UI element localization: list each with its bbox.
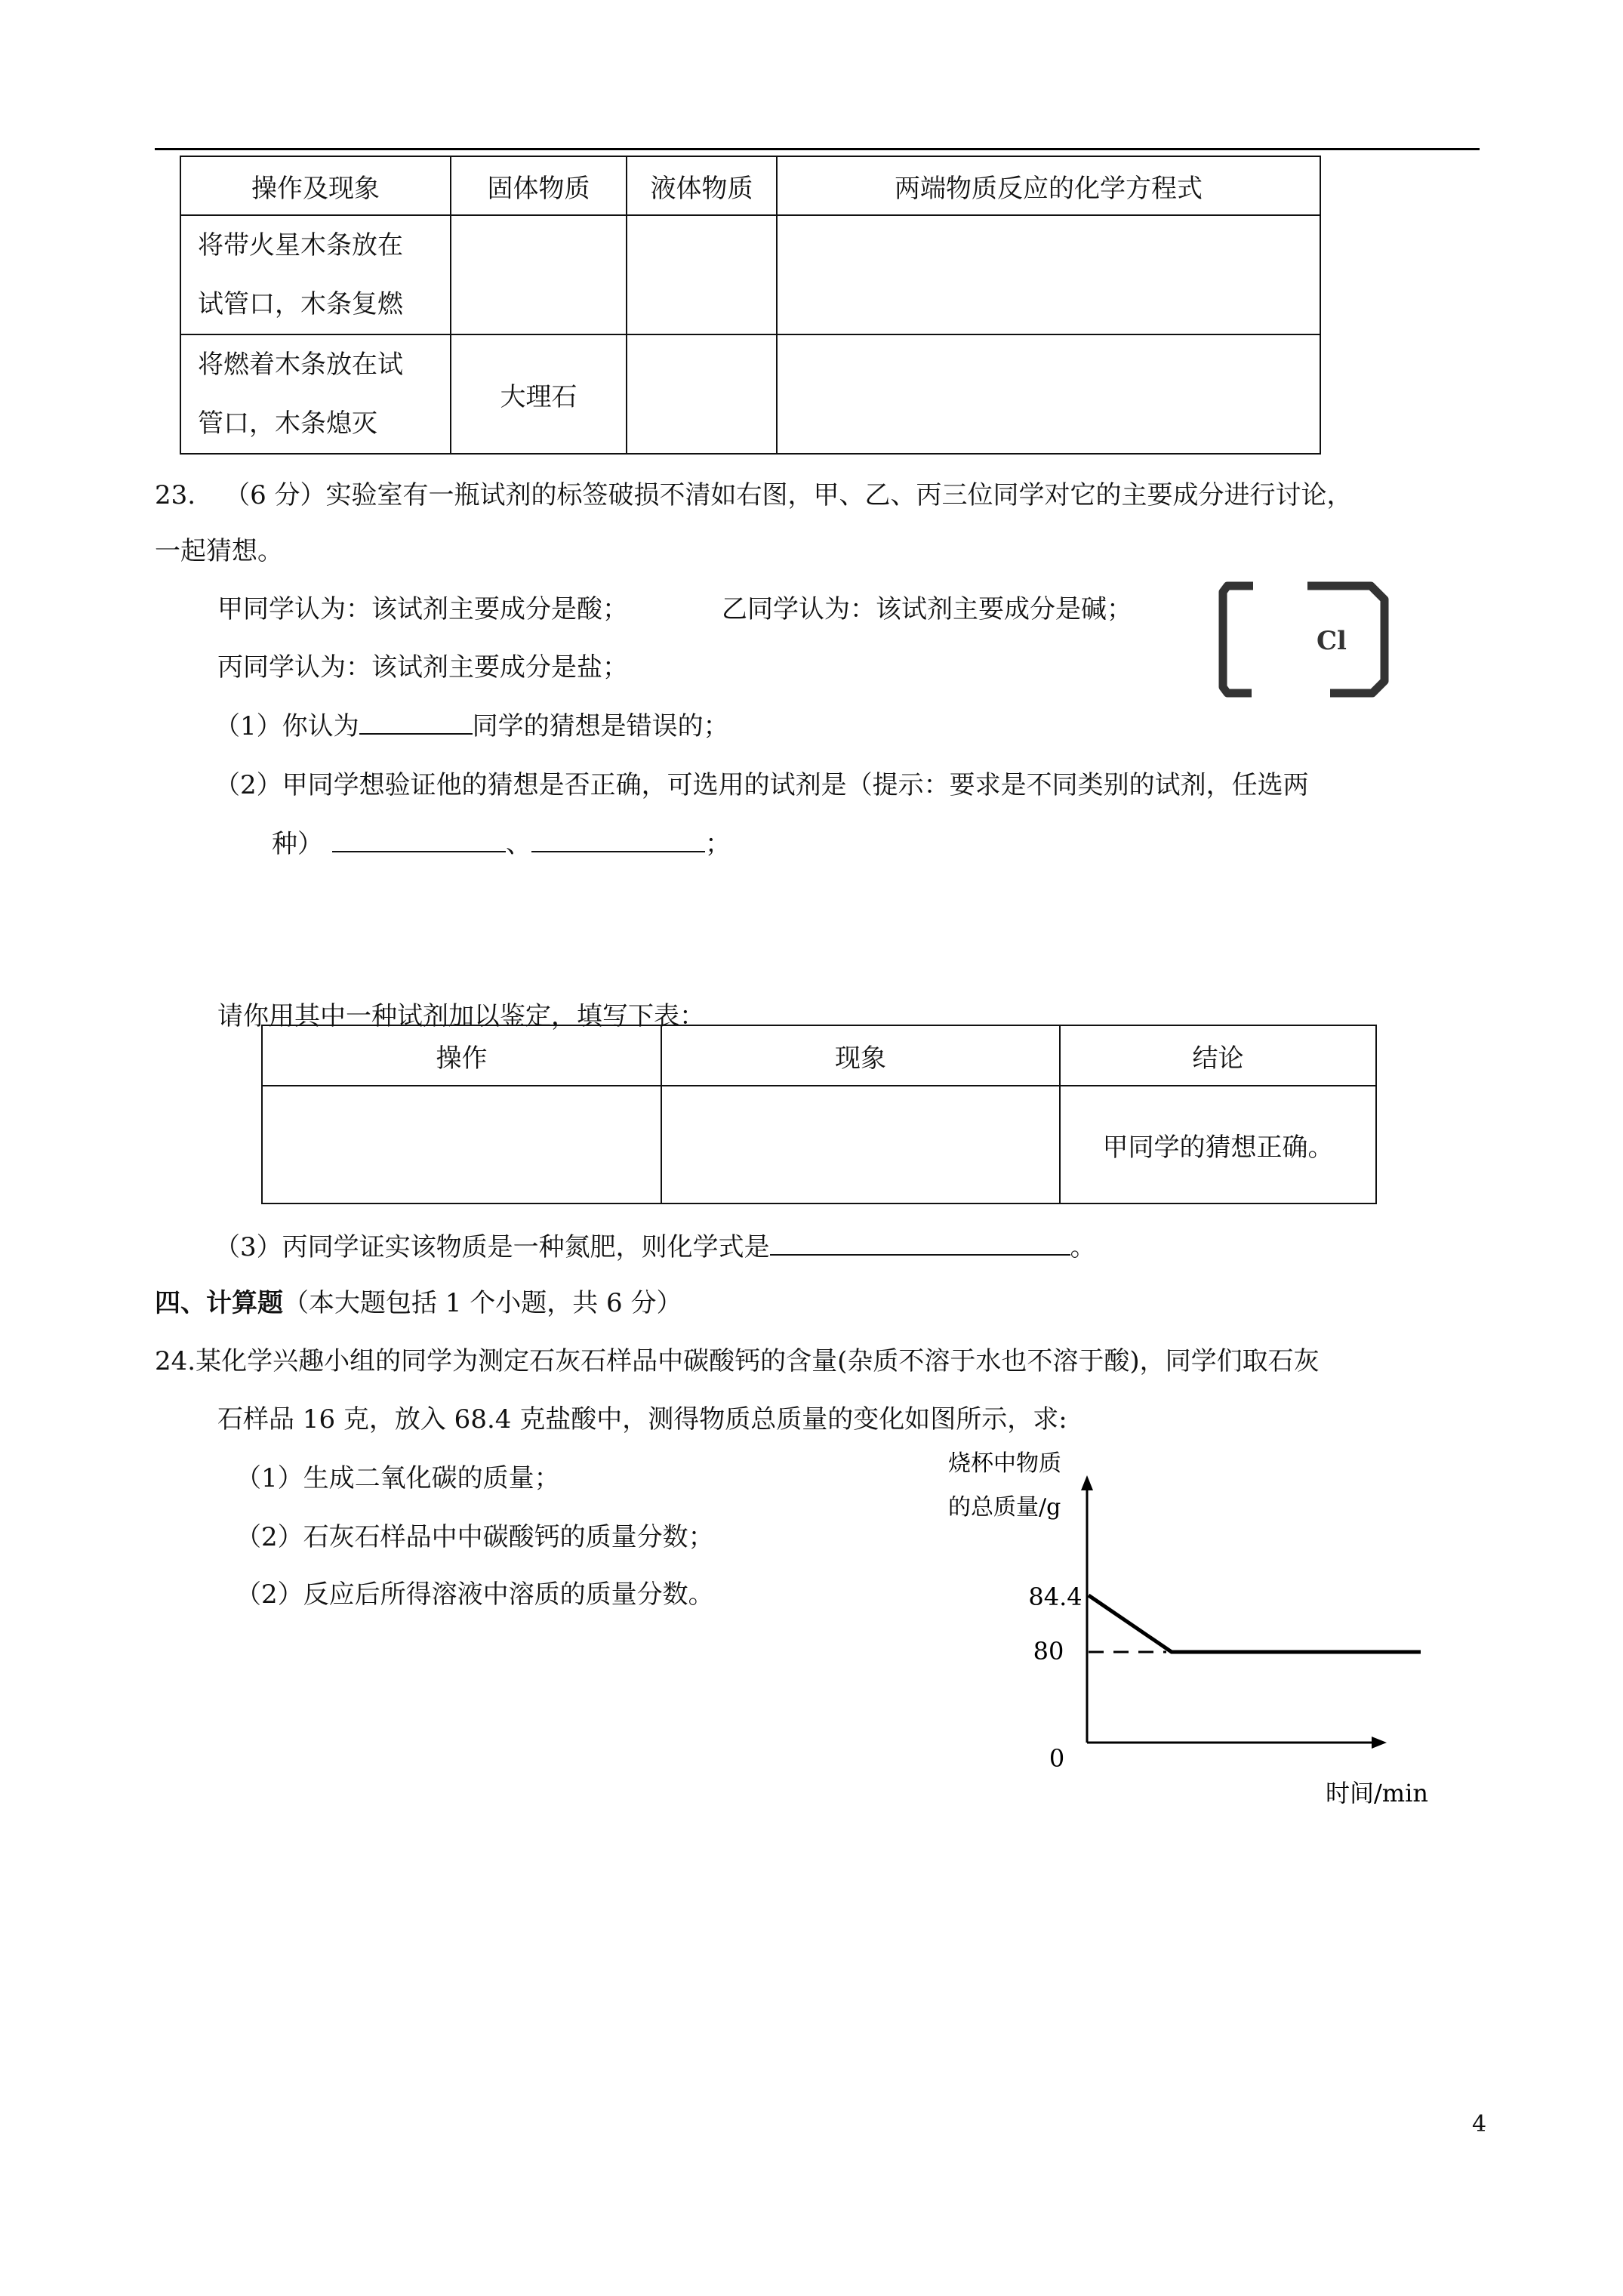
part-2-line1: （2）甲同学想验证他的猜想是否正确，可选用的试剂是（提示：要求是不同类别的试剂，任选两 <box>214 770 1309 800</box>
y-axis-label-line2: 的总质量/g <box>948 1494 1061 1521</box>
table-header-row <box>180 156 1320 215</box>
question-number: 23. <box>155 480 196 510</box>
part-1 <box>214 705 729 742</box>
sub-question-1: （1）生成二氧化碳的质量； <box>236 1463 560 1493</box>
header-rule <box>155 148 1480 150</box>
question-23-line1 <box>155 474 1353 511</box>
part-2-prefix: 种） <box>272 829 323 859</box>
column-header: 现象 <box>661 1025 1060 1086</box>
label-text: Cl <box>1317 626 1347 656</box>
operation-line: 将燃着木条放在试 <box>198 350 403 380</box>
question-text: 某化学兴趣小组的同学为测定石灰石样品中碳酸钙的含量(杂质不溶于水也不溶于酸)，同学们取石灰 <box>196 1346 1320 1376</box>
y-axis-label-line1: 烧杯中物质 <box>948 1450 1061 1477</box>
identification-table <box>261 1025 1377 1204</box>
y-tick-label: 80 <box>1033 1637 1064 1666</box>
column-header: 操作及现象 <box>180 156 451 215</box>
bing-guess: 丙同学认为：该试剂主要成分是盐； <box>217 652 628 683</box>
section-title: 四、计算题 <box>155 1288 283 1318</box>
table-row <box>262 1086 1376 1203</box>
question-text: （6 分）实验室有一瓶试剂的标签破损不清如右图，甲、乙、丙三位同学对它的主要成分进行讨论， <box>224 480 1353 510</box>
liquid-cell <box>627 334 777 454</box>
section-note: （本大题包括 1 个小题，共 6 分） <box>283 1288 682 1318</box>
phenomenon-answer-cell[interactable] <box>661 1086 1060 1203</box>
series-line <box>1089 1595 1421 1652</box>
section-4-heading <box>155 1282 682 1319</box>
column-header: 两端物质反应的化学方程式 <box>777 156 1320 215</box>
answer-blank[interactable] <box>359 707 473 735</box>
column-header: 操作 <box>262 1025 661 1086</box>
mass-time-chart <box>925 1441 1453 1818</box>
solid-cell: 大理石 <box>451 334 627 454</box>
part-3-prefix: （3）丙同学证实该物质是一种氮肥，则化学式是 <box>214 1232 770 1262</box>
operation-line: 试管口，木条复燃 <box>198 289 403 319</box>
equation-cell <box>777 334 1320 454</box>
operation-cell <box>180 334 451 454</box>
sub-question-2: （2）石灰石样品中中碳酸钙的质量分数； <box>236 1522 714 1552</box>
operation-line: 管口，木条熄灭 <box>198 408 377 439</box>
column-header: 结论 <box>1060 1025 1376 1086</box>
page-number: 4 <box>1472 2111 1487 2137</box>
separator: 、 <box>506 829 531 859</box>
x-axis-arrow-icon <box>1372 1737 1387 1749</box>
experiment-table <box>180 156 1321 455</box>
answer-blank[interactable] <box>531 825 705 852</box>
part-2-end: ； <box>705 829 731 859</box>
solid-cell <box>451 215 627 334</box>
part-3-suffix: 。 <box>1070 1232 1096 1262</box>
y-axis-arrow-icon <box>1081 1475 1093 1490</box>
jia-guess: 甲同学认为：该试剂主要成分是酸； <box>217 594 628 624</box>
table-row <box>180 215 1320 334</box>
table-row <box>180 334 1320 454</box>
question-number: 24. <box>155 1346 196 1376</box>
x-axis-label: 时间/min <box>1326 1779 1428 1808</box>
column-header: 固体物质 <box>451 156 627 215</box>
question-24-line1 <box>155 1340 1320 1377</box>
conclusion-cell: 甲同学的猜想正确。 <box>1060 1086 1376 1203</box>
y-tick-label: 0 <box>1049 1744 1065 1773</box>
question-24-line2: 石样品 16 克，放入 68.4 克盐酸中，测得物质总质量的变化如图所示，求: <box>217 1404 1067 1435</box>
table-header-row <box>262 1025 1376 1086</box>
y-tick-label: 84.4 <box>1028 1583 1083 1611</box>
part-3 <box>214 1226 1096 1263</box>
column-header: 液体物质 <box>627 156 777 215</box>
label-left-bracket <box>1223 586 1253 693</box>
sub-question-3: （2）反应后所得溶液中溶质的质量分数。 <box>236 1579 714 1610</box>
yi-guess: 乙同学认为：该试剂主要成分是碱； <box>722 594 1132 624</box>
table-intro: 请你用其中一种试剂加以鉴定，填写下表： <box>217 1001 705 1031</box>
answer-blank[interactable] <box>770 1228 1070 1256</box>
reagent-label-icon <box>1217 580 1392 699</box>
answer-blank[interactable] <box>332 825 506 852</box>
liquid-cell <box>627 215 777 334</box>
part-1-prefix: （1）你认为 <box>214 711 359 741</box>
question-23-line2: 一起猜想。 <box>155 536 283 566</box>
part-2-line2 <box>272 823 731 860</box>
operation-line: 将带火星木条放在 <box>198 230 403 260</box>
equation-cell <box>777 215 1320 334</box>
part-1-suffix: 同学的猜想是错误的； <box>472 711 729 741</box>
operation-cell <box>180 215 451 334</box>
operation-answer-cell[interactable] <box>262 1086 661 1203</box>
